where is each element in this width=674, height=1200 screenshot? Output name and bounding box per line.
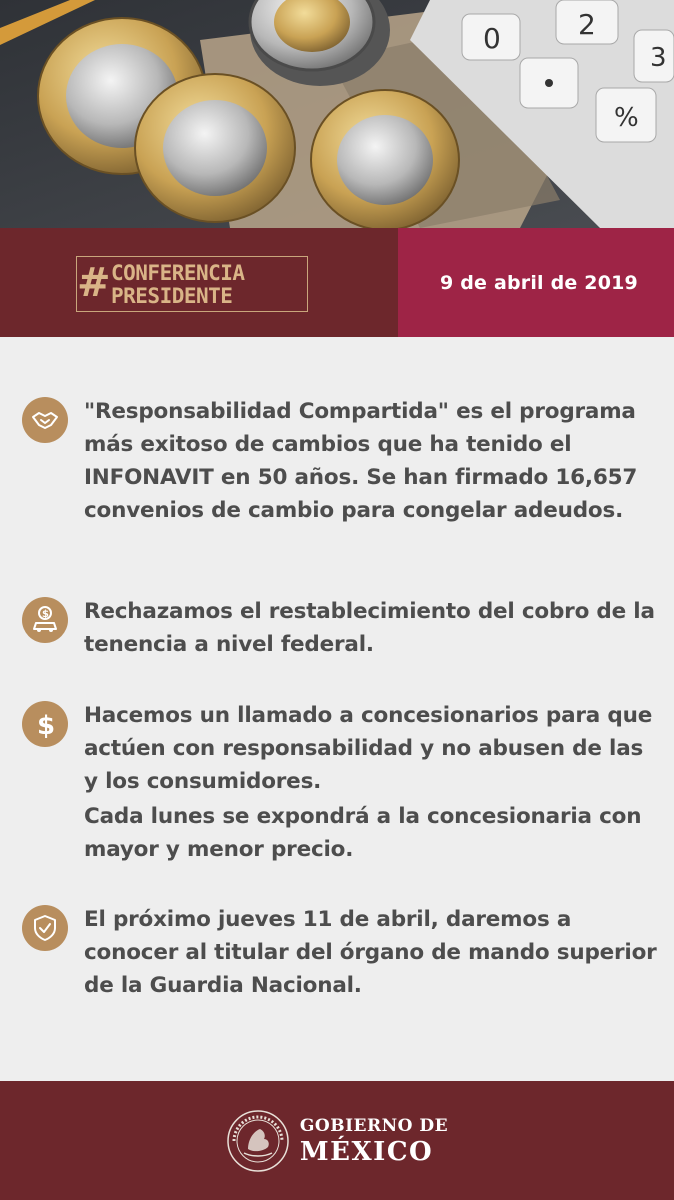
handshake-icon <box>22 397 68 443</box>
car-money-icon <box>22 597 68 643</box>
hashtag-panel <box>0 228 398 337</box>
svg-text:%: % <box>614 103 639 133</box>
svg-text:2: 2 <box>578 8 596 41</box>
item-paragraph: El próximo jueves 11 de abril, daremos a conocer al titular del órgano de mando superior de la Guardia Nacional. <box>84 907 657 998</box>
title-band <box>0 228 674 337</box>
shield-check-icon <box>22 905 68 951</box>
svg-text:3: 3 <box>650 43 667 73</box>
item-paragraph: "Responsabilidad Compartida" es el programa más exitoso de cambios que ha tenido el INFONAVIT en 50 años. Se han firmado 16,657 convenios de cambio para congelar adeudos. <box>84 399 638 523</box>
item-text <box>84 595 664 661</box>
content-area <box>0 337 674 1081</box>
item-text <box>84 395 664 527</box>
wordmark-line-1: GOBIERNO DE <box>299 1115 449 1136</box>
svg-text:$: $ <box>37 711 56 739</box>
item-text <box>84 903 664 1002</box>
coins-calculator-image <box>0 0 674 228</box>
hashtag-symbol: # <box>77 260 111 306</box>
dollar-icon <box>22 701 68 747</box>
item-text <box>84 699 664 866</box>
date-panel <box>398 228 674 337</box>
header-photo <box>0 0 674 228</box>
hashtag-line-2: PRESIDENTE <box>111 284 233 308</box>
svg-text:0: 0 <box>483 22 501 55</box>
coat-of-arms-seal-icon <box>226 1109 290 1173</box>
hashtag-line-1: CONFERENCIA <box>111 261 245 285</box>
hashtag-logo <box>76 256 308 312</box>
item-paragraph: Cada lunes se expondrá a la concesionaria con mayor y menor precio. <box>84 804 642 862</box>
svg-text:$: $ <box>42 609 49 620</box>
wordmark-line-2: MÉXICO <box>299 1136 434 1167</box>
conference-date: 9 de abril de 2019 <box>440 271 638 294</box>
item-paragraph: Rechazamos el restablecimiento del cobro de la tenencia a nivel federal. <box>84 599 655 657</box>
government-wordmark <box>300 1115 448 1167</box>
item-paragraph: Hacemos un llamado a concesionarios para que actúen con responsabilidad y no abusen de las y los consumidores. <box>84 703 653 794</box>
footer <box>0 1081 674 1200</box>
